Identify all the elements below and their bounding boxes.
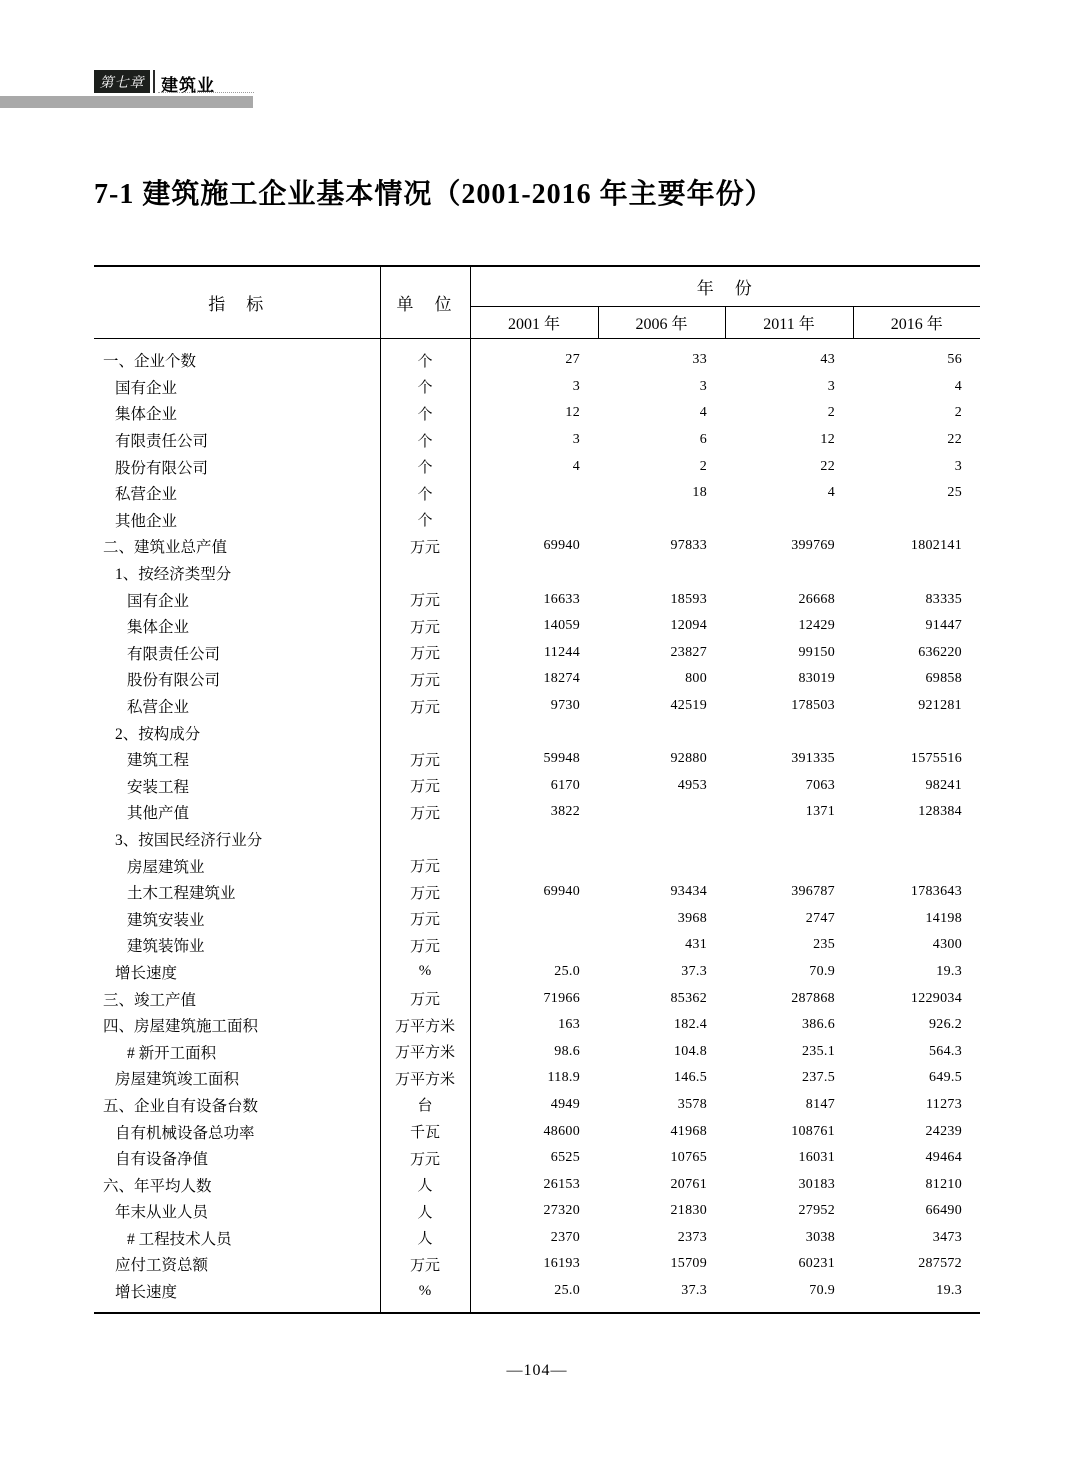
header-indicator: 指 标 — [94, 266, 380, 338]
indicator-cell: 其他产值 — [94, 799, 380, 826]
value-cell — [725, 852, 853, 879]
value-cell — [598, 852, 725, 879]
value-cell: 56 — [947, 352, 962, 368]
value-cell: 178503 — [791, 698, 835, 714]
value-cell: 66490 — [925, 1203, 962, 1219]
table-row — [94, 453, 980, 480]
value-cell: 1371 — [805, 804, 835, 820]
value-cell: 104.8 — [674, 1043, 707, 1059]
value-cell: 20761 — [670, 1176, 707, 1192]
table-header — [94, 266, 980, 338]
unit-cell: 万元 — [380, 1145, 470, 1172]
value-cell: 19.3 — [936, 963, 962, 979]
table-row — [94, 613, 980, 640]
unit-cell: 万平方米 — [380, 1012, 470, 1039]
value-cell: 235.1 — [802, 1043, 835, 1059]
value-cell: 25 — [947, 485, 962, 501]
value-cell: 85362 — [670, 990, 707, 1006]
value-cell: 12094 — [670, 618, 707, 634]
table-row — [94, 1118, 980, 1145]
value-cell: 3822 — [550, 804, 580, 820]
header-year-2016: 2016 年 — [853, 306, 980, 338]
table-row — [94, 507, 980, 534]
value-cell: 30183 — [798, 1176, 835, 1192]
value-cell — [598, 560, 725, 587]
value-cell: 926.2 — [929, 1017, 962, 1033]
value-cell: 26668 — [798, 591, 835, 607]
value-cell: 6 — [699, 432, 707, 448]
value-cell: 97833 — [670, 538, 707, 554]
value-cell: 1802141 — [910, 538, 962, 554]
value-cell — [470, 507, 598, 534]
value-cell: 1229034 — [910, 990, 962, 1006]
value-cell: 4953 — [677, 777, 707, 793]
value-cell: 37.3 — [681, 963, 707, 979]
unit-cell: 万元 — [380, 852, 470, 879]
unit-cell — [380, 560, 470, 587]
value-cell: 16193 — [543, 1256, 580, 1272]
value-cell: 60231 — [798, 1256, 835, 1272]
indicator-cell: 一、企业个数 — [94, 347, 380, 374]
value-cell — [598, 826, 725, 853]
value-cell: 16031 — [798, 1150, 835, 1166]
table-bottom-spacer — [94, 1304, 980, 1313]
indicator-cell: 有限责任公司 — [94, 640, 380, 667]
indicator-cell: 三、竣工产值 — [94, 985, 380, 1012]
indicator-cell: 建筑装饰业 — [94, 932, 380, 959]
unit-cell: 万元 — [380, 533, 470, 560]
value-cell: 2 — [827, 405, 835, 421]
unit-cell — [380, 719, 470, 746]
value-cell: 3968 — [677, 910, 707, 926]
value-cell — [470, 719, 598, 746]
table-row — [94, 586, 980, 613]
value-cell — [470, 852, 598, 879]
value-cell: 3 — [699, 378, 707, 394]
value-cell: 399769 — [791, 538, 835, 554]
value-cell: 6525 — [550, 1150, 580, 1166]
value-cell: 12 — [565, 405, 580, 421]
table-row — [94, 1171, 980, 1198]
indicator-cell: 房屋建筑业 — [94, 852, 380, 879]
value-cell: 1783643 — [910, 884, 962, 900]
value-cell: 33 — [692, 352, 707, 368]
value-cell: 396787 — [791, 884, 835, 900]
indicator-cell: 股份有限公司 — [94, 453, 380, 480]
unit-cell — [380, 826, 470, 853]
value-cell: 391335 — [791, 751, 835, 767]
chapter-title: 建筑业 — [161, 76, 215, 95]
value-cell: 14059 — [543, 618, 580, 634]
table-row — [94, 374, 980, 401]
table-row — [94, 985, 980, 1012]
table-row — [94, 746, 980, 773]
table-row — [94, 1038, 980, 1065]
chapter-divider — [153, 70, 155, 93]
value-cell: 91447 — [925, 618, 962, 634]
indicator-cell: 年末从业人员 — [94, 1198, 380, 1225]
value-cell: 92880 — [670, 751, 707, 767]
table-row — [94, 879, 980, 906]
table-row — [94, 1225, 980, 1252]
value-cell: 8147 — [805, 1096, 835, 1112]
indicator-cell: 3、按国民经济行业分 — [94, 826, 380, 853]
value-cell — [470, 826, 598, 853]
table-row — [94, 1198, 980, 1225]
table-body — [94, 338, 980, 1313]
table-row — [94, 400, 980, 427]
indicator-cell: 1、按经济类型分 — [94, 560, 380, 587]
unit-cell: 人 — [380, 1198, 470, 1225]
unit-cell: 个 — [380, 400, 470, 427]
header-year-2001: 2001 年 — [470, 306, 598, 338]
indicator-cell: 集体企业 — [94, 613, 380, 640]
value-cell: 182.4 — [674, 1017, 707, 1033]
indicator-cell: 私营企业 — [94, 693, 380, 720]
unit-cell: 台 — [380, 1092, 470, 1119]
unit-cell: 个 — [380, 507, 470, 534]
value-cell: 83335 — [925, 591, 962, 607]
value-cell: 42519 — [670, 698, 707, 714]
value-cell: 11273 — [926, 1096, 962, 1112]
value-cell: 108761 — [791, 1123, 835, 1139]
table-row — [94, 533, 980, 560]
page-title: 7-1 建筑施工企业基本情况（2001-2016 年主要年份） — [94, 179, 774, 210]
value-cell: 41968 — [670, 1123, 707, 1139]
indicator-cell: 建筑安装业 — [94, 905, 380, 932]
value-cell: 4 — [699, 405, 707, 421]
indicator-cell: 自有设备净值 — [94, 1145, 380, 1172]
table-row — [94, 905, 980, 932]
unit-cell: 万平方米 — [380, 1065, 470, 1092]
value-cell: 4949 — [550, 1096, 580, 1112]
unit-cell: 个 — [380, 453, 470, 480]
value-cell: 128384 — [918, 804, 962, 820]
unit-cell: 万元 — [380, 613, 470, 640]
value-cell: 11244 — [544, 644, 580, 660]
value-cell: 3473 — [932, 1229, 962, 1245]
table-row — [94, 1251, 980, 1278]
unit-cell: % — [380, 1278, 470, 1305]
header-year-group: 年 份 — [696, 278, 754, 298]
value-cell: 1575516 — [910, 751, 962, 767]
value-cell: 4300 — [932, 937, 962, 953]
header-unit: 单 位 — [380, 266, 470, 338]
value-cell: 24239 — [925, 1123, 962, 1139]
value-cell: 93434 — [670, 884, 707, 900]
value-cell: 2 — [699, 458, 707, 474]
table-row — [94, 347, 980, 374]
value-cell: 70.9 — [809, 963, 835, 979]
unit-cell: 千瓦 — [380, 1118, 470, 1145]
chapter-badge: 第七章 — [94, 70, 150, 93]
value-cell: 21830 — [670, 1203, 707, 1219]
unit-cell: 个 — [380, 480, 470, 507]
unit-cell: 万元 — [380, 666, 470, 693]
value-cell: 3 — [954, 458, 962, 474]
value-cell: 14198 — [925, 910, 962, 926]
table-row — [94, 773, 980, 800]
value-cell: 83019 — [798, 671, 835, 687]
table-row — [94, 852, 980, 879]
value-cell: 431 — [685, 937, 707, 953]
value-cell — [853, 719, 980, 746]
value-cell: 18593 — [670, 591, 707, 607]
value-cell: 18274 — [543, 671, 580, 687]
indicator-cell: 建筑工程 — [94, 746, 380, 773]
value-cell — [470, 905, 598, 932]
value-cell: 27 — [565, 352, 580, 368]
value-cell: 98.6 — [554, 1043, 580, 1059]
indicator-cell: 2、按构成分 — [94, 719, 380, 746]
value-cell — [598, 507, 725, 534]
unit-cell: 人 — [380, 1225, 470, 1252]
value-cell: 69858 — [925, 671, 962, 687]
table-row — [94, 427, 980, 454]
table-row — [94, 932, 980, 959]
table-row — [94, 1278, 980, 1305]
value-cell: 163 — [558, 1017, 580, 1033]
value-cell: 636220 — [918, 644, 962, 660]
unit-cell: 万元 — [380, 746, 470, 773]
header-year-2006: 2006 年 — [598, 306, 725, 338]
value-cell: 287868 — [791, 990, 835, 1006]
value-cell: 49464 — [925, 1150, 962, 1166]
indicator-cell: 增长速度 — [94, 959, 380, 986]
unit-cell: 万元 — [380, 773, 470, 800]
value-cell: 81210 — [925, 1176, 962, 1192]
unit-cell: 万元 — [380, 1251, 470, 1278]
value-cell: 99150 — [798, 644, 835, 660]
indicator-cell: 二、建筑业总产值 — [94, 533, 380, 560]
table-row — [94, 1065, 980, 1092]
unit-cell: 万元 — [380, 799, 470, 826]
value-cell: 12429 — [798, 618, 835, 634]
indicator-cell: 国有企业 — [94, 586, 380, 613]
indicator-cell: # 工程技术人员 — [94, 1225, 380, 1252]
value-cell: 4 — [954, 378, 962, 394]
indicator-cell: # 新开工面积 — [94, 1038, 380, 1065]
indicator-cell: 私营企业 — [94, 480, 380, 507]
table-top-spacer — [94, 338, 980, 347]
unit-cell: 万元 — [380, 693, 470, 720]
chapter-band — [0, 96, 253, 108]
value-cell: 235 — [813, 937, 835, 953]
unit-cell: % — [380, 959, 470, 986]
value-cell: 69940 — [543, 884, 580, 900]
table-row — [94, 826, 980, 853]
value-cell — [470, 480, 598, 507]
indicator-cell: 安装工程 — [94, 773, 380, 800]
unit-cell: 个 — [380, 374, 470, 401]
value-cell: 15709 — [670, 1256, 707, 1272]
indicator-cell: 自有机械设备总功率 — [94, 1118, 380, 1145]
value-cell: 4 — [827, 485, 835, 501]
indicator-cell: 其他企业 — [94, 507, 380, 534]
unit-cell: 万元 — [380, 985, 470, 1012]
value-cell: 3 — [572, 378, 580, 394]
value-cell — [853, 507, 980, 534]
value-cell: 386.6 — [802, 1017, 835, 1033]
value-cell: 921281 — [918, 698, 962, 714]
stats-table — [94, 265, 980, 1314]
value-cell: 7063 — [805, 777, 835, 793]
table-row — [94, 799, 980, 826]
value-cell: 59948 — [543, 751, 580, 767]
value-cell: 70.9 — [809, 1283, 835, 1299]
value-cell: 25.0 — [554, 1283, 580, 1299]
value-cell: 9730 — [550, 698, 580, 714]
unit-cell: 个 — [380, 347, 470, 374]
value-cell: 2373 — [677, 1229, 707, 1245]
value-cell: 649.5 — [929, 1070, 962, 1086]
value-cell: 23827 — [670, 644, 707, 660]
value-cell — [598, 799, 725, 826]
value-cell: 27952 — [798, 1203, 835, 1219]
table-row — [94, 666, 980, 693]
table-row — [94, 959, 980, 986]
value-cell: 146.5 — [674, 1070, 707, 1086]
value-cell: 2 — [954, 405, 962, 421]
value-cell — [470, 560, 598, 587]
table-row — [94, 640, 980, 667]
table-row — [94, 693, 980, 720]
value-cell: 287572 — [918, 1256, 962, 1272]
value-cell: 22 — [947, 432, 962, 448]
unit-cell: 万元 — [380, 905, 470, 932]
table-row — [94, 480, 980, 507]
value-cell: 564.3 — [929, 1043, 962, 1059]
value-cell: 43 — [820, 352, 835, 368]
value-cell: 18 — [692, 485, 707, 501]
unit-cell: 个 — [380, 427, 470, 454]
value-cell — [725, 719, 853, 746]
value-cell: 3 — [827, 378, 835, 394]
chapter-underline — [158, 92, 254, 93]
unit-cell: 万元 — [380, 932, 470, 959]
value-cell: 26153 — [543, 1176, 580, 1192]
indicator-cell: 股份有限公司 — [94, 666, 380, 693]
value-cell: 19.3 — [936, 1283, 962, 1299]
header-year-2011: 2011 年 — [725, 306, 853, 338]
value-cell — [725, 507, 853, 534]
value-cell — [853, 826, 980, 853]
table-row — [94, 1145, 980, 1172]
indicator-cell: 五、企业自有设备台数 — [94, 1092, 380, 1119]
unit-cell: 万元 — [380, 586, 470, 613]
value-cell: 25.0 — [554, 963, 580, 979]
value-cell: 69940 — [543, 538, 580, 554]
value-cell — [725, 826, 853, 853]
unit-cell: 万元 — [380, 879, 470, 906]
indicator-cell: 国有企业 — [94, 374, 380, 401]
value-cell: 3578 — [677, 1096, 707, 1112]
table-row — [94, 719, 980, 746]
unit-cell: 万平方米 — [380, 1038, 470, 1065]
value-cell — [853, 852, 980, 879]
table-row — [94, 1012, 980, 1039]
value-cell: 3 — [572, 432, 580, 448]
value-cell: 27320 — [543, 1203, 580, 1219]
value-cell: 3038 — [805, 1229, 835, 1245]
value-cell: 6170 — [550, 777, 580, 793]
value-cell: 22 — [820, 458, 835, 474]
value-cell — [725, 560, 853, 587]
value-cell: 98241 — [925, 777, 962, 793]
value-cell: 71966 — [543, 990, 580, 1006]
indicator-cell: 增长速度 — [94, 1278, 380, 1305]
table-wrapper — [94, 265, 980, 1314]
value-cell — [470, 932, 598, 959]
value-cell: 237.5 — [802, 1070, 835, 1086]
indicator-cell: 应付工资总额 — [94, 1251, 380, 1278]
value-cell: 37.3 — [681, 1283, 707, 1299]
indicator-cell: 四、房屋建筑施工面积 — [94, 1012, 380, 1039]
value-cell: 4 — [572, 458, 580, 474]
value-cell: 800 — [685, 671, 707, 687]
header-row-group — [94, 266, 980, 306]
indicator-cell: 集体企业 — [94, 400, 380, 427]
unit-cell: 万元 — [380, 640, 470, 667]
value-cell — [853, 560, 980, 587]
table-row — [94, 1092, 980, 1119]
indicator-cell: 六、年平均人数 — [94, 1171, 380, 1198]
value-cell: 10765 — [670, 1150, 707, 1166]
indicator-cell: 房屋建筑竣工面积 — [94, 1065, 380, 1092]
value-cell: 16633 — [543, 591, 580, 607]
unit-cell: 人 — [380, 1171, 470, 1198]
value-cell: 48600 — [543, 1123, 580, 1139]
page-number: —104— — [506, 1362, 568, 1379]
table-row — [94, 560, 980, 587]
value-cell — [598, 719, 725, 746]
value-cell: 12 — [820, 432, 835, 448]
indicator-cell: 有限责任公司 — [94, 427, 380, 454]
value-cell: 118.9 — [547, 1070, 580, 1086]
value-cell: 2370 — [550, 1229, 580, 1245]
indicator-cell: 土木工程建筑业 — [94, 879, 380, 906]
value-cell: 2747 — [805, 910, 835, 926]
